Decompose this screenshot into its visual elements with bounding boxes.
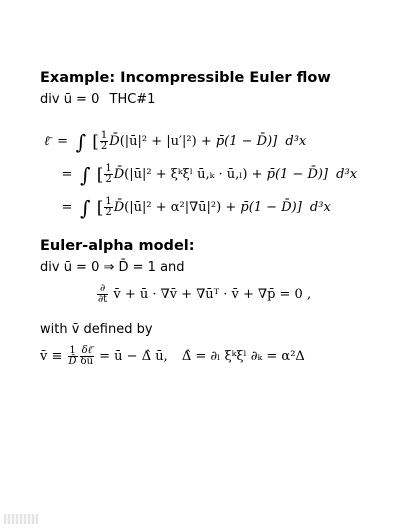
fraction-numerator: 1 — [69, 345, 76, 356]
velocity-lhs: v̄ ≡ — [40, 349, 63, 364]
slide-heading: Example: Incompressible Euler flow — [40, 70, 331, 86]
inverse-density-fraction — [68, 346, 78, 367]
half-fraction — [104, 164, 112, 185]
volume-element: d³x — [336, 167, 358, 182]
fraction-denominator: δū — [80, 356, 94, 367]
constraint-line — [40, 92, 155, 107]
velocity-definition — [40, 346, 305, 367]
scan-artifact — [4, 514, 38, 524]
velocity-rhs: = ū − Δ̂ ū, — [99, 349, 168, 364]
motion-equation — [96, 284, 311, 305]
equals-sign: = — [61, 200, 73, 215]
bracket-open: [ — [96, 165, 104, 185]
pressure-term: + p̄(1 − D̄)] — [200, 134, 278, 149]
fraction-numerator: 1 — [105, 163, 112, 174]
integral-sign: ∫ — [80, 163, 91, 187]
constraint-tag: THC#1 — [109, 92, 156, 107]
lagrangian-eq-3 — [58, 196, 331, 220]
derivative-denominator: ∂t — [98, 294, 108, 305]
half-fraction — [100, 131, 108, 152]
density-symbol: D̄ — [113, 200, 125, 215]
kinetic-term: (|ū|² + α²|∇ū|²) — [124, 200, 222, 215]
density-symbol: D̄ — [109, 134, 120, 149]
equals-sign: = — [57, 134, 69, 149]
derivative-numerator: ∂ — [97, 284, 108, 295]
fraction-denominator: 2 — [105, 174, 112, 185]
integral-sign: ∫ — [80, 196, 91, 220]
bracket-open: [ — [92, 132, 99, 152]
motion-terms: v̄ + ū · ∇v̄ + ∇ūᵀ · v̄ + ∇p̄ = 0 , — [113, 287, 312, 302]
pressure-term: + p̄(1 − D̄)] — [225, 200, 302, 215]
lagrangian-eq-2 — [58, 163, 357, 187]
volume-element: d³x — [309, 200, 331, 215]
volume-element: d³x — [285, 134, 307, 149]
fraction-denominator: 2 — [105, 207, 112, 218]
fraction-denominator: D̄ — [68, 356, 77, 367]
equals-sign: = — [61, 167, 73, 182]
integral-sign: ∫ — [75, 130, 87, 154]
density-symbol: D̄ — [113, 167, 125, 182]
fraction-numerator: δℓ̄ — [80, 346, 94, 357]
fraction-numerator: 1 — [105, 196, 112, 207]
variational-derivative — [80, 346, 94, 367]
fraction-denominator: 2 — [100, 141, 108, 152]
euler-alpha-heading: Euler-alpha model: — [40, 238, 195, 254]
kinetic-term: (|ū|² + |u′|²) — [119, 134, 197, 149]
definition-intro: with v̄ defined by — [40, 322, 153, 337]
pressure-term: + p̄(1 − D̄)] — [251, 167, 329, 182]
operator-definition: Δ̂ = ∂ₗ ξᵏξˡ ∂ₖ = α²Δ — [181, 349, 305, 364]
kinetic-term: (|ū|² + ξᵏξˡ ū,ₖ · ū,ₗ) — [124, 167, 248, 182]
half-fraction — [104, 197, 112, 218]
time-derivative — [97, 284, 108, 305]
lagrangian-symbol: ℓ̄ — [44, 134, 50, 149]
constraint-eq: div ū = 0 — [40, 92, 100, 107]
lagrangian-eq-1 — [44, 130, 306, 154]
fraction-numerator: 1 — [100, 130, 108, 141]
incompressibility-line: div ū = 0 ⇒ D̄ = 1 and — [40, 260, 185, 275]
bracket-open: [ — [96, 198, 104, 218]
